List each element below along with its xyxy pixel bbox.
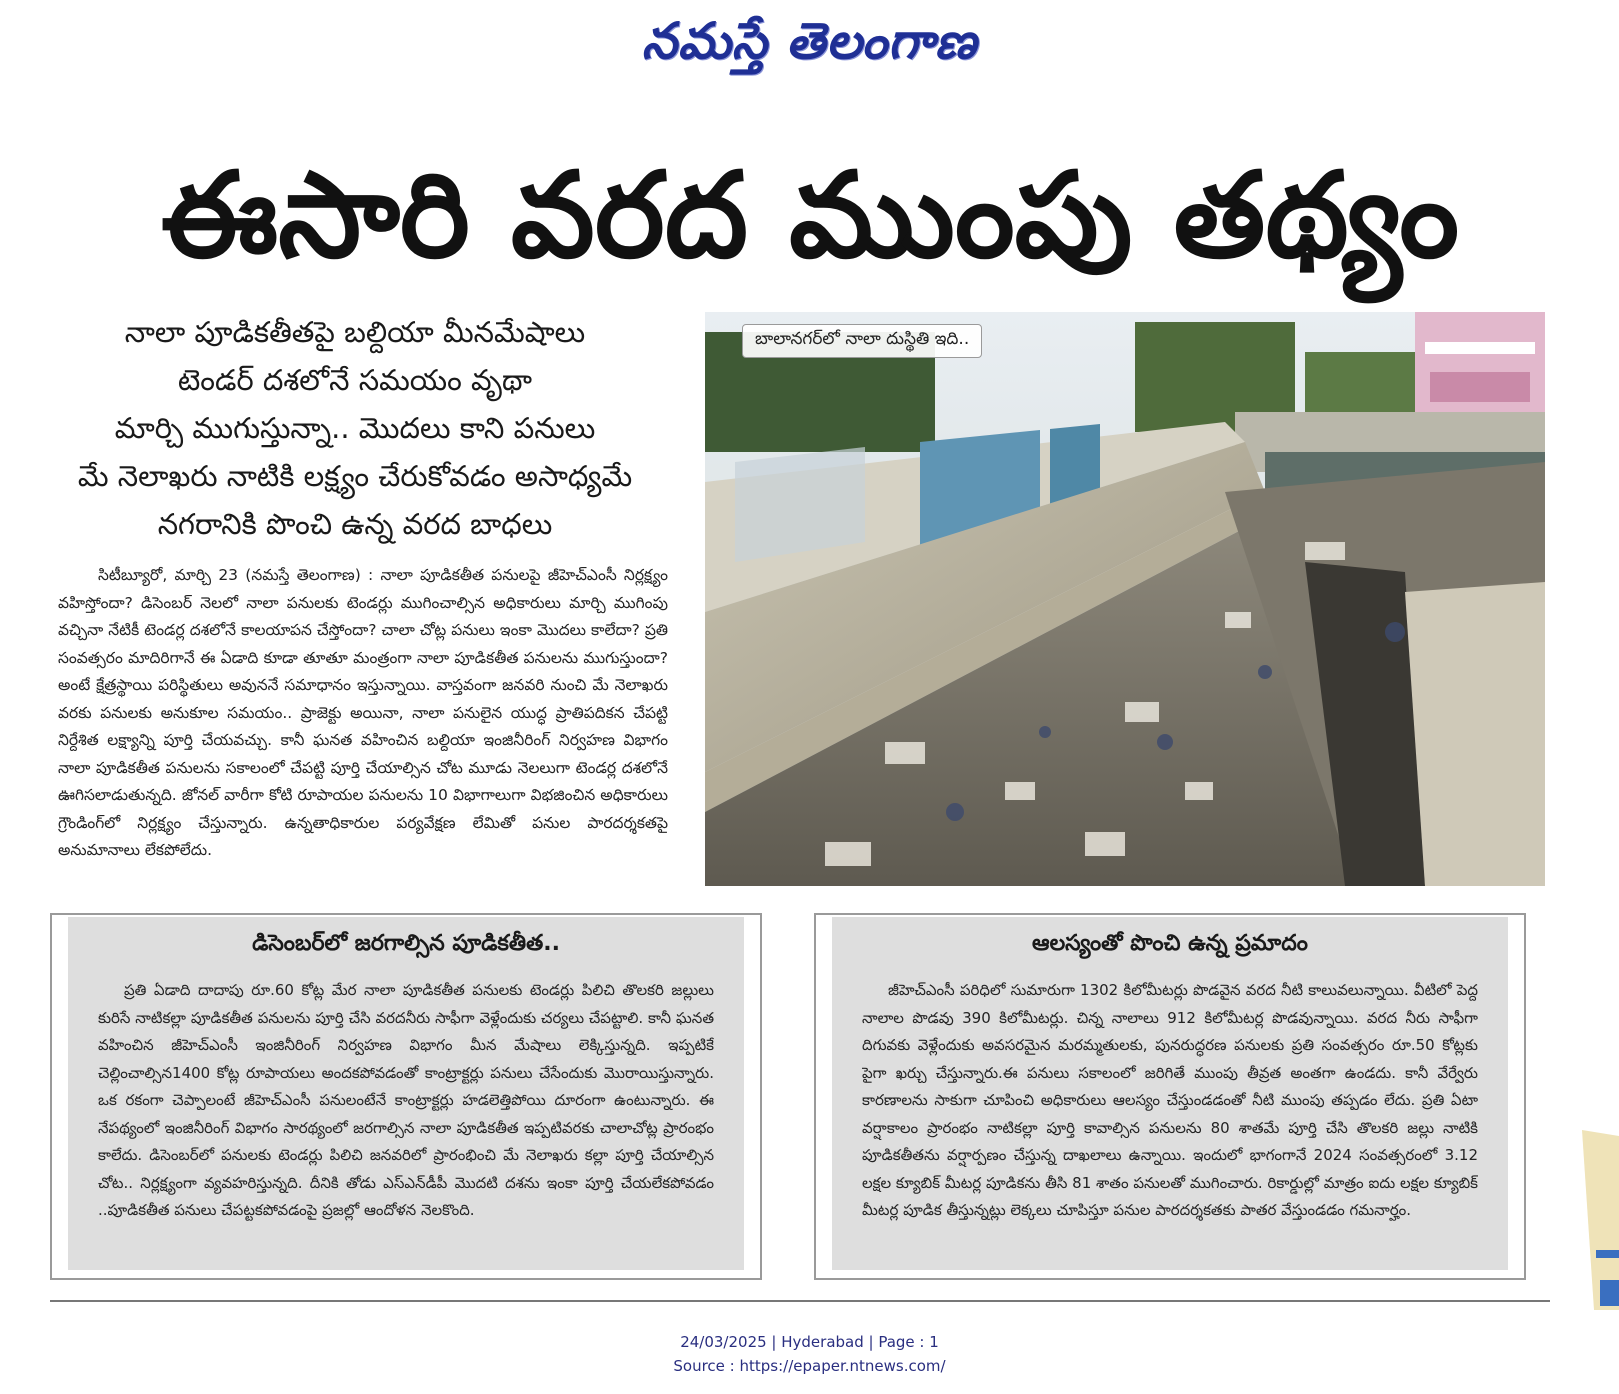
subheading: మే నెలాఖరు నాటికి లక్ష్యం చేరుకోవడం అసాధ్యమే xyxy=(77,459,633,493)
box-text: ప్రతి ఏడాది దాదాపు రూ.60 కోట్ల మేర నాలా పూడికతీత పనులకు టెండర్లు పిలిచి తొలకరి జల్లులు కురిసే నాటికల్లా పూడికతీత పనులను పూర్తి చేసి వరదనీరు సాఫీగా వెళ్లేందుకు చర్యలు చేపట్టాలి. కానీ ఘనత వహించిన జీహెచ్ఎంసీ ఇంజినీరింగ్ నిర్వహణ విభాగం మీన మేషాలు లెక్కిస్తున్నది. ఇప్పటికే చెల్లించాల్సిన1400 కోట్ల రూపాయలు అందకపోవడంతో కాంట్రాక్టర్లు పనులు చేసేందుకు మొరాయిస్తున్నారు. ఒక రకంగా చెప్పాలంటే జీహెచ్ఎంసీ పనులంటేనే కాంట్రాక్టర్లు హడలెత్తిపోయి దూరంగా ఉంటున్నారు. ఈ నేపథ్యంలో ఇంజినీరింగ్ విభాగం సారథ్యంలో జరగాల్సిన నాలా పూడికతీత ఇప్పటివరకు చాలాచోట్ల ప్రారంభం కాలేదు. డిసెంబర్‌లో పనులకు టెండర్లు పిలిచి జనవరిలో ప్రారంభించి మే నెలాఖరు కల్లా పూర్తి చేయాల్సిన చోట.. నిర్లక్ష్యంగా వ్యవహరిస్తున్నది. దీనికి తోడు ఎస్ఎన్‌డీపీ మొదటి దశను ఇంకా పూర్తి చేయలేకపోవడం ..పూడికతీత పనులు చేపట్టకపోవడంపై ప్రజల్లో ఆందోళన నెలకొంది. xyxy=(98,981,714,1219)
subheading: నగరానికి పొంచి ఉన్న వరద బాధలు xyxy=(157,507,553,541)
subheadings xyxy=(50,308,660,548)
box-background xyxy=(68,917,744,1270)
main-article-body: సిటీబ్యూరో, మార్చి 23 (నమస్తే తెలంగాణ) : నాలా పూడికతీత పనులపై జీహెచ్ఎంసీ నిర్లక్ష్యం వహిస్తోందా? డిసెంబర్ నెలలో నాలా పనులకు టెండర్లు ముగించాల్సిన అధికారులు మార్చి ముగింపు వచ్చినా నేటికీ టెండర్ల దశలోనే కాలయాపన చేస్తోందా? చాలా చోట్ల పనులు ఇంకా మొదలు కాలేదా? ప్రతి సంవత్సరం మాదిరిగానే ఈ ఏడాది కూడా తూతూ మంత్రంగా నాలా పూడికతీత పనులను ముగుస్తుందా? అంటే క్షేత్రస్థాయి పరిస్థితులు అవుననే సమాధానం ఇస్తున్నాయి. వాస్తవంగా జనవరి నుంచి మే నెలాఖరు వరకు పనులకు అనుకూల సమయం.. ప్రాజెక్టు అయినా, నాలా పనులైన యుద్ధ ప్రాతిపదికన చేపట్టి నిర్దేశిత లక్ష్యాన్ని పూర్తి చేయవచ్చు. కానీ ఘనత వహించిన బల్దియా ఇంజినీరింగ్ నిర్వహణ విభాగం నాలా పూడికతీత పనులను సకాలంలో చేపట్టి పూర్తి చేయాల్సిన చోట మూడు నెలలుగా టెండర్ల దశలోనే ఊగిసలాడుతున్నది. జోనల్ వారీగా కోటి రూపాయల పనులను 10 విభాగాలుగా విభజించిన అధికారులు గ్రౌండింగ్‌లో నిర్లక్ష్యం చేస్తున్నారు. ఉన్నతాధికారుల పర్యవేక్షణ లేమితో పనుల పారదర్శకతపై అనుమానాలు లేకపోలేదు. xyxy=(58,566,668,859)
sidebar-box-right xyxy=(814,913,1526,1280)
box-text: జీహెచ్ఎంసీ పరిధిలో సుమారుగా 1302 కిలోమీటర్లు పొడవైన వరద నీటి కాలువలున్నాయి. వీటిలో పెద్ద నాలాల పొడవు 390 కిలోమీటర్లు. చిన్న నాలాలు 912 కిలోమీటర్ల పొడవున్నాయి. వరద నీరు సాఫీగా దిగువకు వెళ్లేందుకు అవసరమైన మరమ్మతులకు, పునరుద్ధరణ పనులకు ప్రతి సంవత్సరం రూ.50 కోట్లకు పైగా ఖర్చు చేస్తున్నారు.ఈ పనులు సకాలంలో జరిగితే ముంపు తీవ్రత అంతగా ఉండదు. కానీ వేర్వేరు కారణాలను సాకుగా చూపించి అధికారులు ఆలస్యం చేస్తుండడంతో నీటి ముంపు తప్పడం లేదు. ప్రతి ఏటా వర్షాకాలం ప్రారంభం నాటికల్లా పూర్తి కావాల్సిన పనులను 80 శాతమే పూర్తి చేసి తొలకరి జల్లు నాటికి పూడికతీతను వర్షార్పణం చేస్తున్న దాఖలాలు ఉన్నాయి. ఇందులో భాగంగానే 2024 సంవత్సరంలో 3.12 లక్షల క్యూబిక్ మీటర్ల పూడికను తీసి 81 శాతం పనులతో ముగించారు. రికార్డుల్లో మాత్రం ఐదు లక్షల క్యూబిక్ మీటర్ల పూడిక తీస్తున్నట్లు లెక్కలు చూపిస్తూ పనుల పారదర్శకతకు పాతర వేస్తుండడం గమనార్హం. xyxy=(862,981,1478,1219)
drain-photo-illustration xyxy=(705,312,1545,886)
sidebar-box-left xyxy=(50,913,762,1280)
footer-date-line: 24/03/2025 | Hyderabad | Page : 1 xyxy=(680,1333,939,1351)
box-title: ఆలస్యంతో పొంచి ఉన్న ప్రమాదం xyxy=(1032,931,1308,956)
page-divider xyxy=(50,1300,1550,1302)
masthead-logo: నమస్తే తెలంగాణ xyxy=(641,11,978,70)
footer-source-line: Source : https://epaper.ntnews.com/ xyxy=(673,1357,946,1375)
subheading: మార్చి ముగుస్తున్నా.. మొదలు కాని పనులు xyxy=(114,411,596,445)
subheading: నాలా పూడికతీతపై బల్దియా మీనమేషాలు xyxy=(124,315,586,349)
headline: ఈసారి వరద ముంపు తథ్యం xyxy=(160,146,1460,284)
box-title: డిసెంబర్‌లో జరగాల్సిన పూడికతీత.. xyxy=(252,931,560,956)
box-background xyxy=(832,917,1508,1270)
photo-caption: బాలానగర్‌లో నాలా దుస్థితి ఇది.. xyxy=(742,324,982,358)
subheading: టెండర్ దశలోనే సమయం వృథా xyxy=(177,363,533,397)
news-photo xyxy=(705,312,1545,886)
adjacent-page-fragment xyxy=(1580,1130,1619,1310)
